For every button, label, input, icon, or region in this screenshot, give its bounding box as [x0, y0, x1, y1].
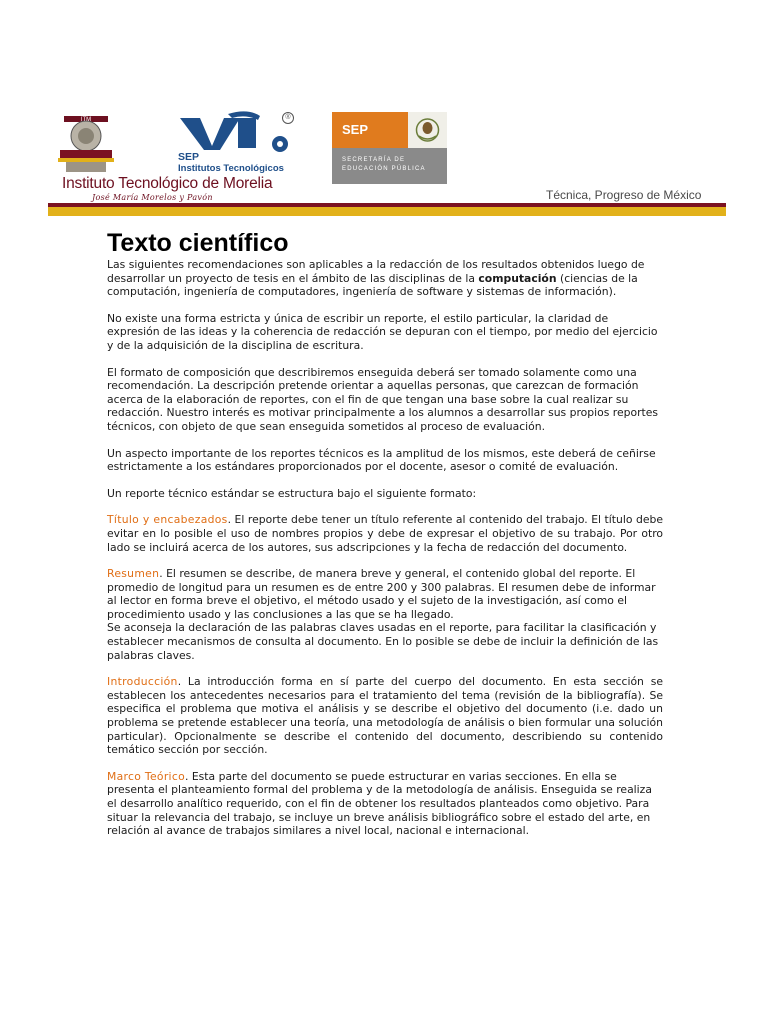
section-resumen-text: . El resumen se describe, de manera breve y general, el contenido global del reporte. El promedio de longitud para un resumen es de entre 200 y 300 palabras. El resumen debe de informar al lector en forma breve el objetivo, el método usado y el sujeto de la investigación, así como el procedimiento usado y las conclusiones a las que se ha llegado.: [107, 567, 656, 621]
section-resumen-text2: Se aconseja la declaración de las palabras claves usadas en el reporte, para facilitar la clasificación y establecer mecanismos de consulta al documento. En lo posible se debe de incluir la definición de las palabras claves.: [107, 621, 659, 662]
itm-logo-icon: [56, 112, 116, 174]
mexico-seal-icon: [408, 112, 447, 148]
paragraph-intro-a: Las siguientes recomendaciones son aplicables a la redacción de los resultados obtenidos luego de desarrollar un proyecto de tesis en el ámbito de las disciplinas de la: [107, 258, 645, 285]
paragraph-intro-b: (ciencias de la computación, ingeniería de computadores, ingeniería de software y sistemas de información).: [107, 271, 638, 299]
institution-motto: José María Morelos y Pavón: [92, 193, 213, 202]
section-introduccion-text: . La introducción forma en sí parte del cuerpo del documento. En esta sección se establecen los antecedentes necesarios para el tratamiento del tema (revisión de la bibliografía). Se especifica el problema que motiva el análisis y se describe el objetivo del documento (i.e. dado un problema se pretende establecer una teoría, una metodología de análisis o bien formular una solución particular). Opcionalmente se describe el contenido del documento, describiendo su contenido temático sección por sección.: [107, 675, 663, 757]
tagline: Técnica, Progreso de México: [546, 188, 702, 202]
sep-logo-orange-block: [332, 112, 408, 148]
section-titulo-heading: Título y encabezados: [107, 513, 228, 527]
sep-logo-caption-line1: SECRETARÍA DE: [342, 157, 406, 163]
paragraph-structure: Un reporte técnico estándar se estructura bajo el siguiente formato:: [107, 486, 477, 500]
paragraph-length: Un aspecto importante de los reportes técnicos es la amplitud de los mismos, este deberá de ceñirse estrictamente a los estándares proporcionados por el docente, asesor o comité de evaluación.: [107, 446, 656, 474]
document-title: Texto científico: [107, 229, 289, 257]
section-resumen-heading: Resumen: [107, 567, 160, 581]
section-resumen: [107, 567, 663, 662]
paragraph-intro: [107, 258, 663, 299]
paragraph-intro-bold: computación: [478, 271, 557, 285]
itm-logo-text: ITM: [80, 117, 92, 123]
section-titulo: [107, 513, 663, 554]
section-introduccion: [107, 675, 663, 757]
section-titulo-text: . El reporte debe tener un título referente al contenido del trabajo. El título debe evitar en lo posible el uso de nombres propios y debe de expresar el objetivo de su trabajo. Por otro lado se incluirá acerca de los autores, sus adscripciones y la fecha de redacción del documento.: [107, 513, 663, 554]
section-marco-teorico-heading: Marco Teórico: [107, 769, 185, 783]
header-divider-gold: [48, 207, 726, 216]
document-body: [107, 228, 663, 851]
institution-name: Instituto Tecnológico de Morelia: [62, 175, 273, 192]
registered-mark: ®: [282, 112, 294, 124]
paragraph-format: El formato de composición que describiremos enseguida deberá ser tomado solamente como una recomendación. La descripción pretende orientar a aquellas personas, que carezcan de formación acerca de la elaboración de reportes, con el fin de que tengan una base sobre la cual realizar su redacción. Nuestro interés es motivar principalmente a los alumnos a desarrollar sus propios reportes técnicos, con objeto de que sean enseguida sometidos al proceso de evaluación.: [107, 365, 659, 433]
page-header: [0, 0, 768, 225]
sep-it-sublabel: Institutos Tecnológicos: [178, 163, 284, 174]
sep-it-label: SEP: [178, 151, 200, 163]
section-introduccion-heading: Introducción: [107, 675, 178, 689]
sep-logo-caption-line2: EDUCACIÓN PÚBLICA: [342, 166, 426, 172]
sep-logo: [332, 112, 447, 184]
section-marco-teorico: [107, 770, 663, 838]
sep-logo-caption: [342, 156, 426, 174]
paragraph-style: No existe una forma estricta y única de escribir un reporte, el estilo particular, la claridad de expresión de las ideas y la coherencia de redacción se depuran con el tiempo, por medio del ejercicio y de la adquisición de la disciplina de escritura.: [107, 311, 658, 352]
sep-logo-label: SEP: [342, 122, 369, 137]
section-marco-teorico-text: . Esta parte del documento se puede estructurar en varias secciones. En ella se presenta el planteamiento formal del problema y de la metodología de análisis. Enseguida se realiza el desarrollo analítico requerido, con el fin de obtener los resultados planteados como objetivo. Para situar la relevancia del trabajo, se incluye un breve análisis bibliográfico sobre el estado del arte, en relación al avance de trabajos similares a nivel local, nacional e internacional.: [107, 769, 652, 838]
